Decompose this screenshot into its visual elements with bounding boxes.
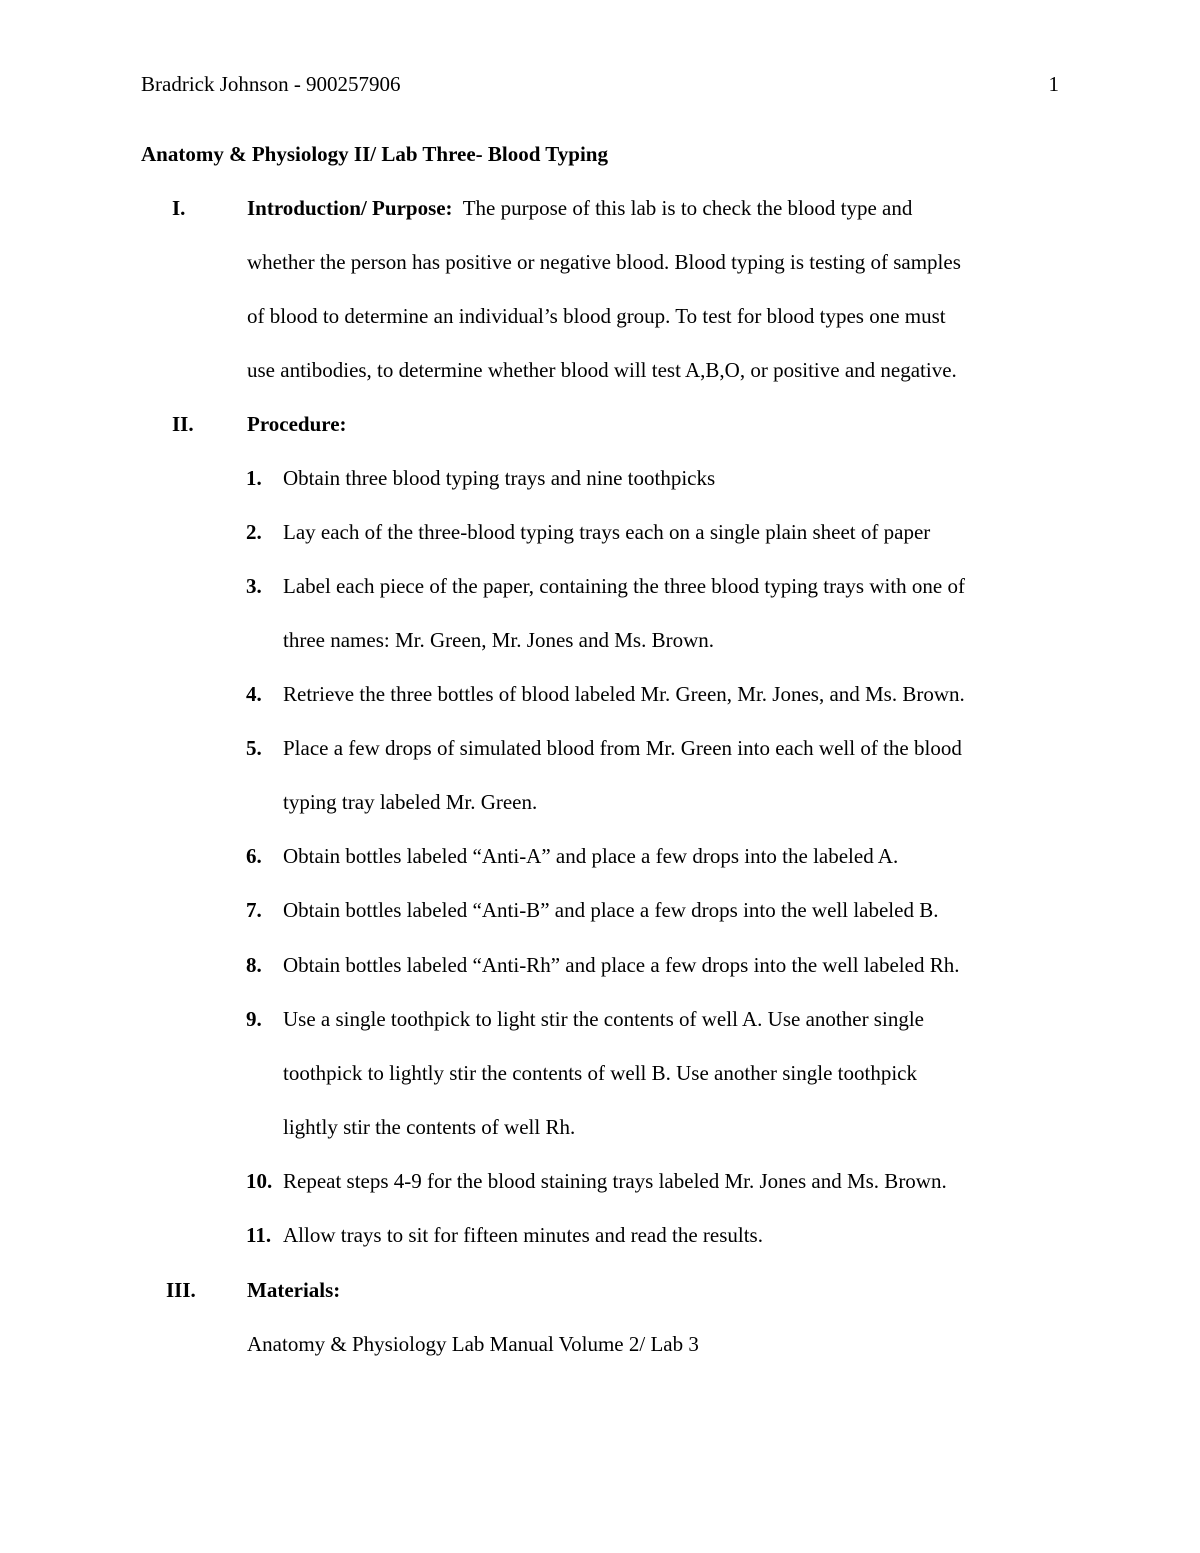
intro-line: The purpose of this lab is to check the blood type and (462, 196, 913, 220)
document-title: Anatomy & Physiology II/ Lab Three- Blood Typing (141, 142, 608, 166)
intro-line: of blood to determine an individual’s blood group. To test for blood types one must (247, 304, 946, 328)
section-numeral-materials: III. (166, 1278, 196, 1302)
intro-line: use antibodies, to determine whether blood will test A,B,O, or positive and negative. (247, 358, 957, 382)
author-header: Bradrick Johnson - 900257906 (141, 72, 401, 96)
intro-line: whether the person has positive or negative blood. Blood typing is testing of samples (247, 250, 961, 274)
step-text: Obtain bottles labeled “Anti-Rh” and place a few drops into the well labeled Rh. (283, 953, 960, 977)
procedure-heading: Procedure: (247, 412, 347, 436)
step-number: 5. (246, 736, 262, 760)
step-text: Allow trays to sit for fifteen minutes and read the results. (283, 1223, 763, 1247)
step-number: 6. (246, 844, 262, 868)
intro-heading: Introduction/ Purpose: (247, 196, 453, 220)
step-number: 3. (246, 574, 262, 598)
step-text: Obtain bottles labeled “Anti-A” and place a few drops into the labeled A. (283, 844, 899, 868)
step-text: three names: Mr. Green, Mr. Jones and Ms. Brown. (283, 628, 715, 652)
section-numeral-intro: I. (172, 196, 186, 220)
step-text: Lay each of the three-blood typing trays each on a single plain sheet of paper (283, 520, 931, 544)
page-number: 1 (1048, 72, 1059, 96)
step-text: Retrieve the three bottles of blood labeled Mr. Green, Mr. Jones, and Ms. Brown. (283, 682, 965, 706)
step-text: lightly stir the contents of well Rh. (283, 1115, 576, 1139)
materials-text: Anatomy & Physiology Lab Manual Volume 2/ Lab 3 (247, 1332, 699, 1356)
section-numeral-procedure: II. (172, 412, 194, 436)
step-number: 10. (246, 1169, 273, 1193)
step-text: Label each piece of the paper, containing the three blood typing trays with one of (283, 574, 965, 598)
step-number: 8. (246, 953, 262, 977)
step-number: 4. (246, 682, 262, 706)
step-number: 9. (246, 1007, 262, 1031)
step-text: toothpick to lightly stir the contents of well B. Use another single toothpick (283, 1061, 917, 1085)
step-text: Place a few drops of simulated blood from Mr. Green into each well of the blood (283, 736, 962, 760)
step-text: typing tray labeled Mr. Green. (283, 790, 538, 814)
step-number: 7. (246, 898, 262, 922)
materials-heading: Materials: (247, 1278, 341, 1302)
step-text: Obtain bottles labeled “Anti-B” and place a few drops into the well labeled B. (283, 898, 939, 922)
step-number: 2. (246, 520, 262, 544)
intro-first-line (247, 196, 912, 221)
step-number: 11. (246, 1223, 272, 1247)
page-header (141, 72, 1059, 102)
step-text: Use a single toothpick to light stir the contents of well A. Use another single (283, 1007, 924, 1031)
step-number: 1. (246, 466, 262, 490)
step-text: Repeat steps 4-9 for the blood staining trays labeled Mr. Jones and Ms. Brown. (283, 1169, 947, 1193)
step-text: Obtain three blood typing trays and nine toothpicks (283, 466, 716, 490)
